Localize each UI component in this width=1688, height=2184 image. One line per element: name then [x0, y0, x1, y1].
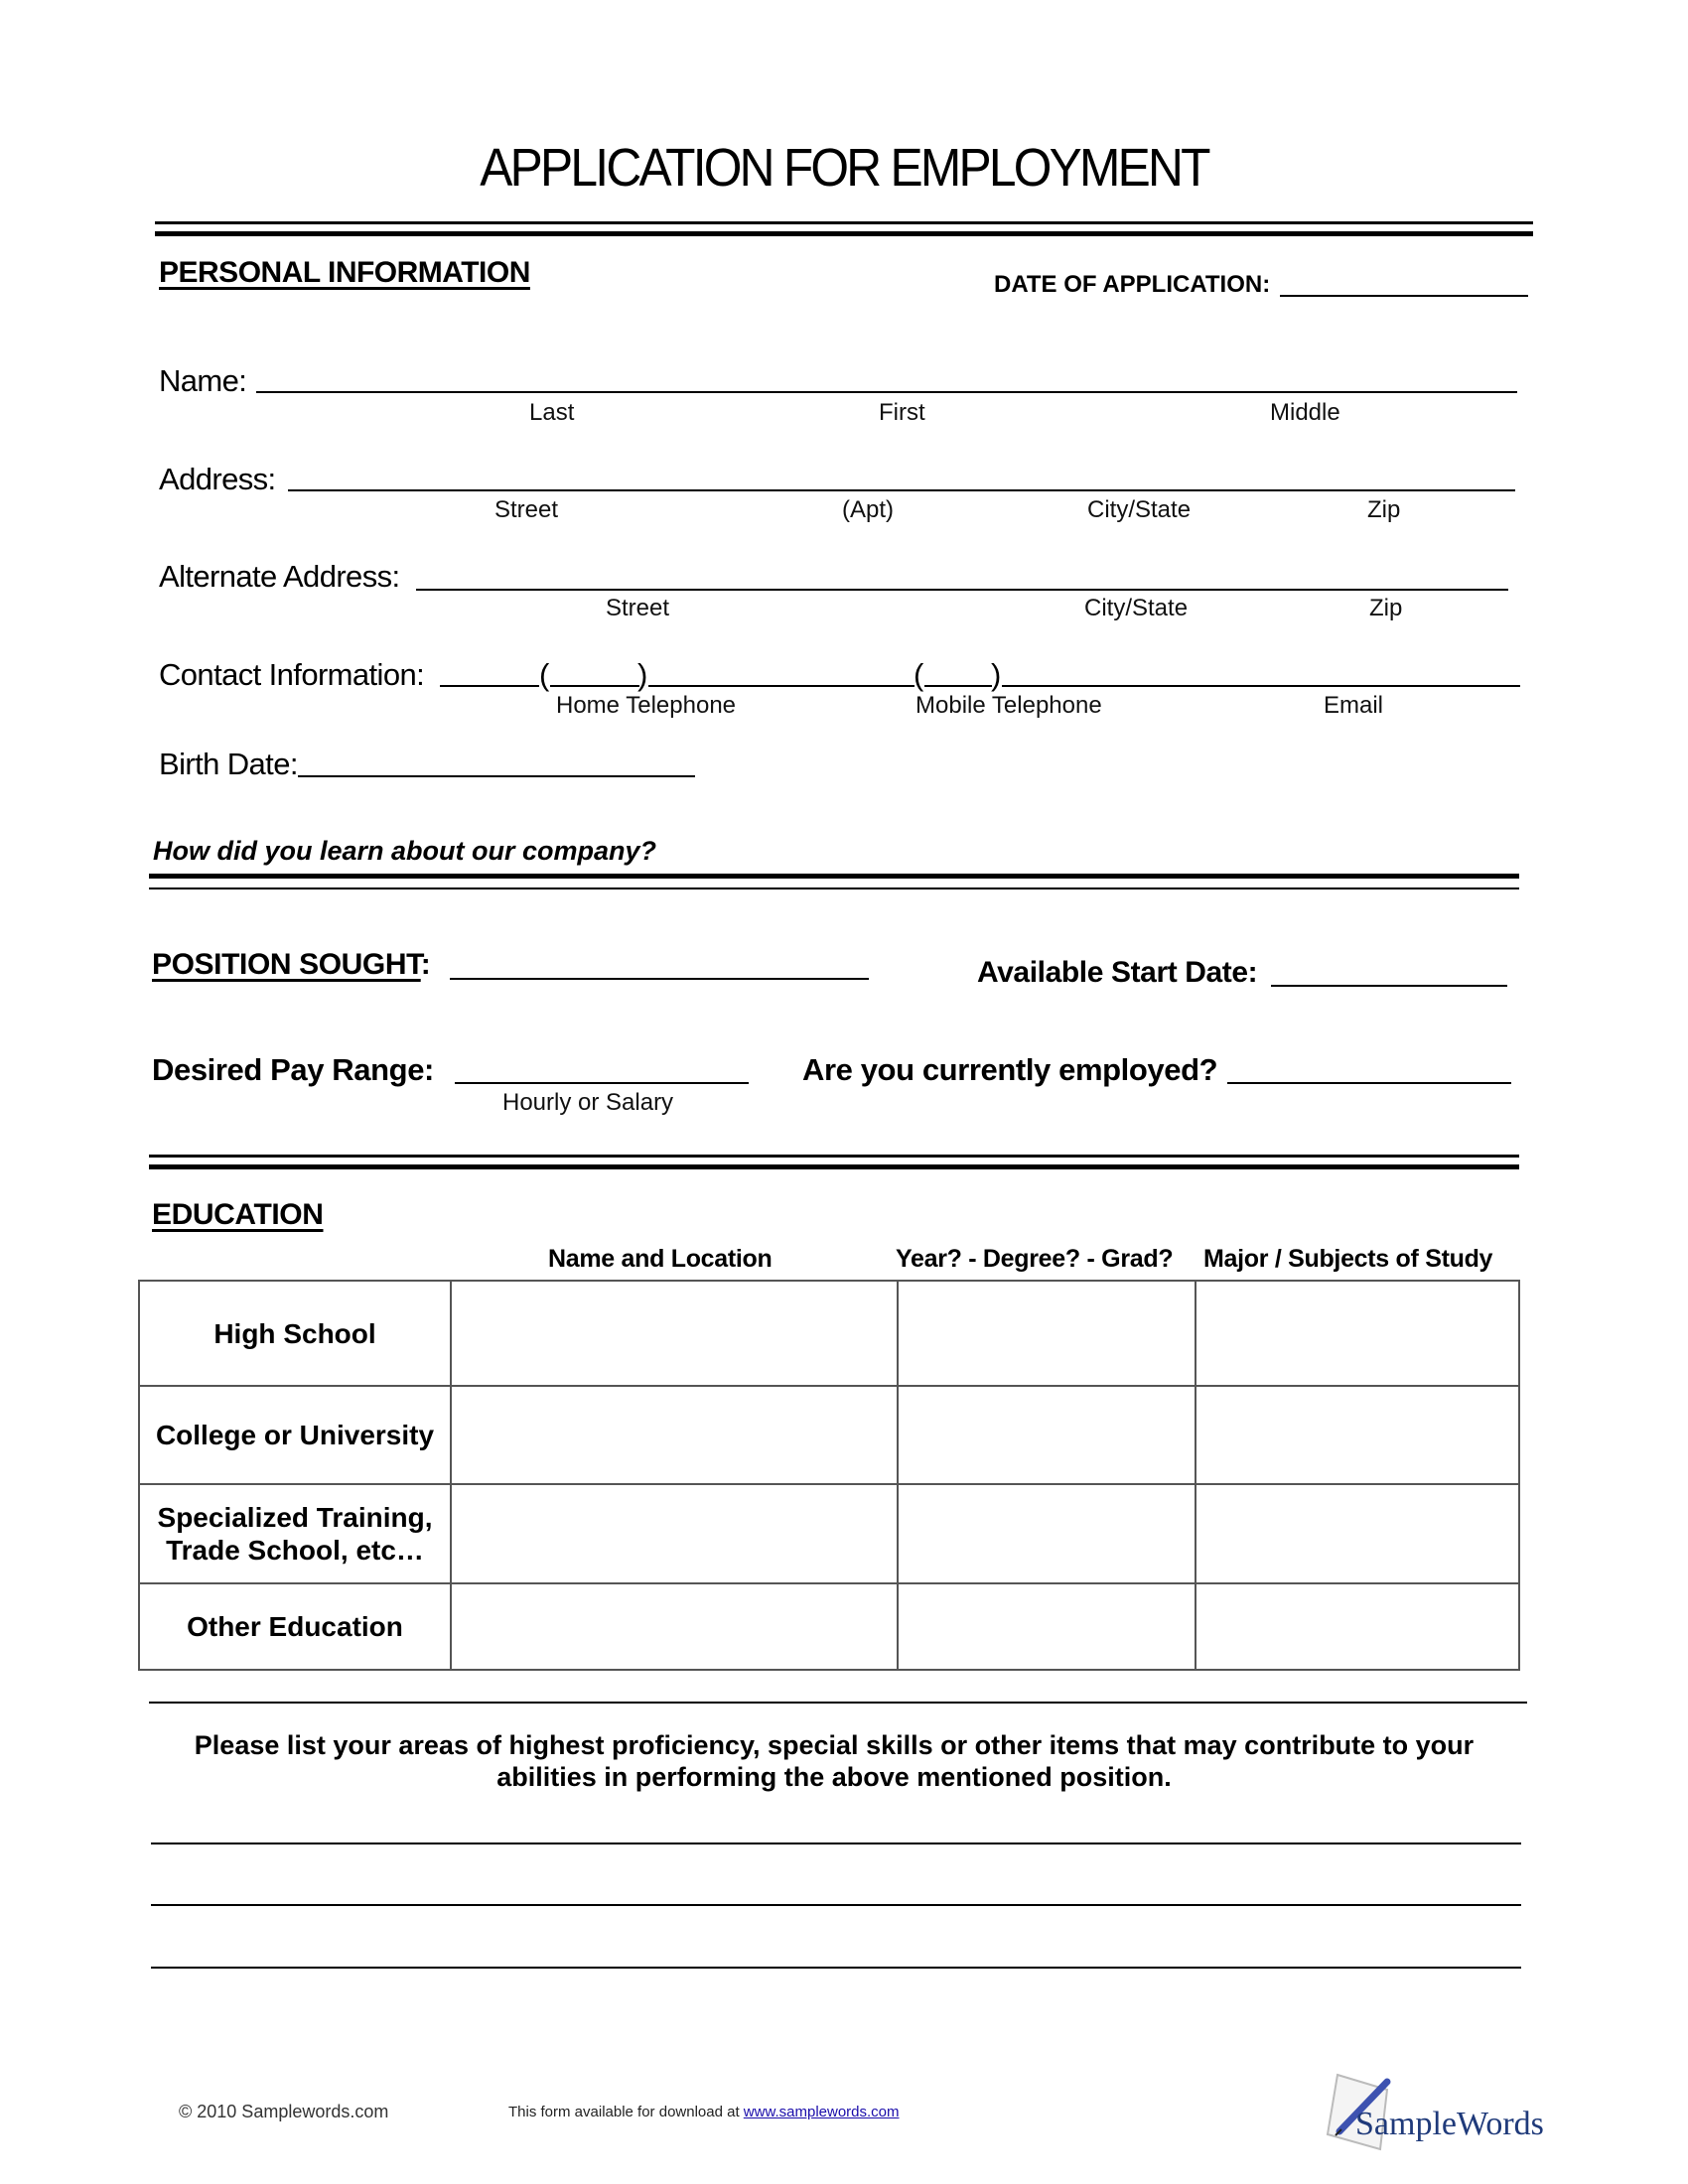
row-label-line: Trade School, etc…	[166, 1535, 424, 1566]
name-location-cell[interactable]	[451, 1583, 898, 1670]
caption-alt-zip: Zip	[1369, 595, 1403, 621]
caption-mobile-telephone: Mobile Telephone	[915, 692, 1102, 719]
home-telephone-field[interactable]	[648, 685, 914, 687]
contact-field-prefix[interactable]	[440, 685, 539, 687]
major-cell[interactable]	[1196, 1484, 1519, 1583]
caption-hourly-or-salary: Hourly or Salary	[502, 1089, 674, 1116]
row-label	[139, 1281, 451, 1386]
desired-pay-range-label: Desired Pay Range:	[152, 1052, 434, 1087]
caption-home-telephone: Home Telephone	[556, 692, 737, 719]
mobile-area-code-close-paren: )	[991, 657, 1001, 692]
position-sought-field[interactable]	[450, 978, 869, 980]
row-label	[139, 1484, 451, 1583]
mobile-area-code-open-paren: (	[914, 657, 923, 692]
currently-employed-field[interactable]	[1227, 1082, 1511, 1084]
section-heading-personal: PERSONAL INFORMATION	[159, 256, 530, 289]
name-location-cell[interactable]	[451, 1484, 898, 1583]
learn-about-question: How did you learn about our company?	[153, 836, 657, 866]
caption-alt-city-state: City/State	[1084, 595, 1189, 621]
section-heading-education: EDUCATION	[152, 1198, 324, 1231]
caption-alt-street: Street	[606, 595, 670, 621]
learn-answer-rule-thick[interactable]	[149, 874, 1519, 879]
year-degree-cell[interactable]	[898, 1281, 1196, 1386]
footer-download-link[interactable]: www.samplewords.com	[743, 2104, 900, 2120]
caption-apt: (Apt)	[842, 496, 895, 523]
desired-pay-range-field[interactable]	[455, 1082, 749, 1084]
address-field[interactable]	[288, 489, 1515, 491]
table-row-other-education	[139, 1583, 1519, 1670]
learn-rule-thin	[149, 887, 1519, 889]
caption-zip: Zip	[1367, 496, 1401, 523]
birth-date-field[interactable]	[298, 775, 695, 777]
table-row-specialized-training	[139, 1484, 1519, 1583]
caption-email: Email	[1324, 692, 1384, 719]
position-sought-colon: :	[420, 948, 431, 981]
home-area-code-open-paren: (	[539, 657, 549, 692]
row-label	[139, 1583, 451, 1670]
mobile-email-field[interactable]	[1002, 685, 1520, 687]
position-sought-label	[152, 948, 430, 982]
contact-label: Contact Information:	[159, 657, 425, 692]
available-start-date-label: Available Start Date:	[977, 956, 1258, 989]
header-rule-thin	[155, 221, 1533, 224]
caption-first: First	[879, 399, 925, 426]
education-table	[138, 1280, 1520, 1671]
row-label	[139, 1386, 451, 1484]
education-bottom-rule	[149, 1702, 1527, 1704]
name-location-cell[interactable]	[451, 1386, 898, 1484]
alternate-address-field[interactable]	[416, 589, 1508, 591]
available-start-date-field[interactable]	[1271, 985, 1507, 987]
major-cell[interactable]	[1196, 1281, 1519, 1386]
logo-text: SampleWords	[1355, 2106, 1544, 2142]
caption-city-state: City/State	[1087, 496, 1192, 523]
skills-answer-line-3[interactable]	[151, 1967, 1521, 1969]
major-cell[interactable]	[1196, 1386, 1519, 1484]
skills-prompt-line2: abilities in performing the above mentioned position.	[496, 1762, 1172, 1792]
footer-copyright: © 2010 Samplewords.com	[179, 2102, 389, 2121]
caption-street: Street	[494, 496, 559, 523]
column-header-major: Major / Subjects of Study	[1203, 1245, 1493, 1273]
skills-answer-line-2[interactable]	[151, 1904, 1521, 1906]
row-label-line: High School	[213, 1317, 376, 1349]
footer-download-text: This form available for download at	[508, 2104, 740, 2120]
page-title: APPLICATION FOR EMPLOYMENT	[480, 138, 1208, 198]
address-label: Address:	[159, 462, 276, 496]
row-label-line: College or University	[155, 1420, 435, 1450]
year-degree-cell[interactable]	[898, 1386, 1196, 1484]
position-rule-thin	[149, 1155, 1519, 1158]
home-area-code-close-paren: )	[637, 657, 647, 692]
column-header-year-degree-grad: Year? - Degree? - Grad?	[896, 1245, 1174, 1273]
skills-answer-line-1[interactable]	[151, 1843, 1521, 1844]
alternate-address-label: Alternate Address:	[159, 559, 400, 594]
year-degree-cell[interactable]	[898, 1484, 1196, 1583]
skills-prompt-line1: Please list your areas of highest proficiency, special skills or other items that may contribute to your	[194, 1730, 1475, 1760]
caption-middle: Middle	[1270, 399, 1340, 426]
name-location-cell[interactable]	[451, 1281, 898, 1386]
major-cell[interactable]	[1196, 1583, 1519, 1670]
table-row-college	[139, 1386, 1519, 1484]
date-of-application-label: DATE OF APPLICATION:	[994, 271, 1271, 298]
year-degree-cell[interactable]	[898, 1583, 1196, 1670]
position-sought-heading: POSITION SOUGHT	[152, 948, 421, 981]
home-area-code-field[interactable]	[550, 685, 639, 687]
row-label-line: Other Education	[187, 1611, 403, 1642]
column-header-name-location: Name and Location	[548, 1245, 773, 1273]
header-rule-thick	[155, 231, 1533, 236]
caption-last: Last	[529, 399, 575, 426]
position-rule-thick	[149, 1164, 1519, 1169]
currently-employed-label: Are you currently employed?	[802, 1052, 1218, 1087]
row-label-line: Specialized Training,	[157, 1502, 433, 1533]
mobile-area-code-field[interactable]	[924, 685, 992, 687]
samplewords-logo	[1326, 2070, 1544, 2154]
table-row-high-school	[139, 1281, 1519, 1386]
birth-date-label: Birth Date:	[159, 747, 298, 781]
footer-download	[508, 2104, 900, 2120]
date-of-application-field[interactable]	[1280, 295, 1528, 297]
name-label: Name:	[159, 363, 247, 398]
name-field[interactable]	[256, 391, 1517, 393]
